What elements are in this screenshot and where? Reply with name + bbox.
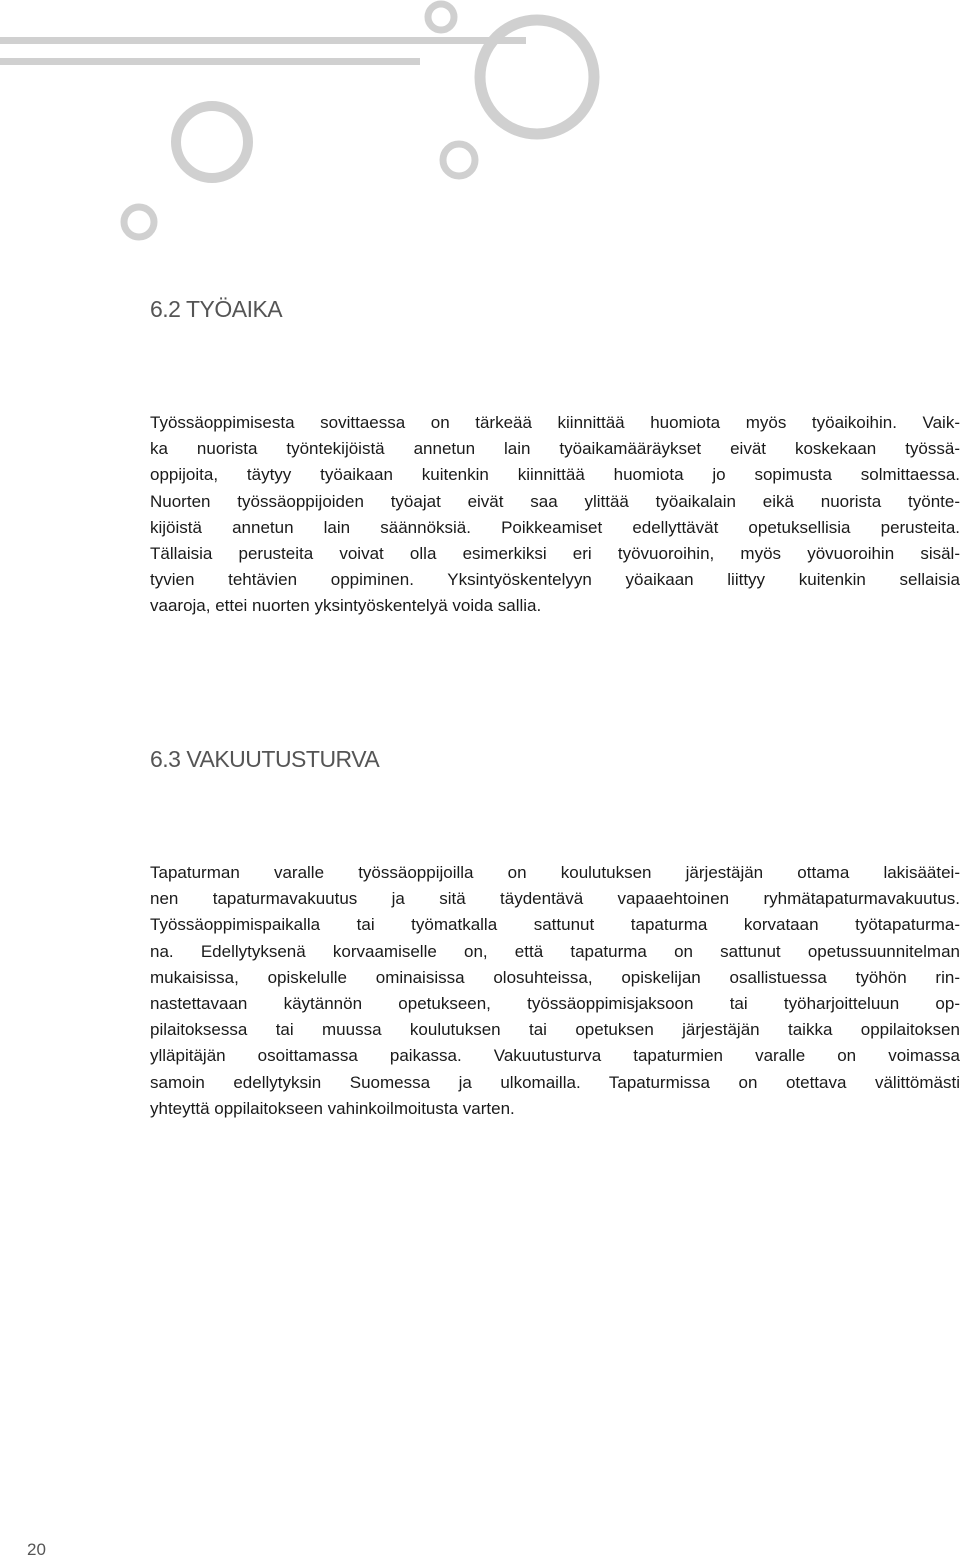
body-line: vaaroja, ettei nuorten yksintyöskentelyä voida sallia. <box>150 596 542 616</box>
decor-ring-large <box>480 20 594 134</box>
body-line: Tapaturman varalle työssäoppijoilla on koulutuksen järjestäjän ottama lakisäätei- <box>150 863 960 882</box>
decor-ring-small <box>124 207 154 237</box>
body-line: yhteyttä oppilaitokseen vahinkoilmoitusta varten. <box>150 1098 515 1118</box>
body-line: mukaisissa, opiskelulle ominaisissa olosuhteissa, opiskelijan osallistuessa työhön rin- <box>150 967 960 987</box>
body-line: na. Edellytyksenä korvaamiselle on, että tapaturma on sattunut opetussuunnitelman <box>150 941 960 961</box>
body-line: nastettavaan käytännön opetukseen, työssäoppimisjaksoon tai työharjoitteluun op- <box>150 994 960 1014</box>
section-title-vakuutusturva: 6.3 VAKUUTUSTURVA <box>150 746 380 772</box>
body-line: ylläpitäjän osoittamassa paikassa. Vakuutusturva tapaturmien varalle on voimassa <box>150 1046 960 1066</box>
body-line: Työssäoppimispaikalla tai työmatkalla sattunut tapaturma korvataan työtapaturma- <box>150 915 960 935</box>
body-line: kijöistä annetun lain säännöksiä. Poikkeamiset edellyttävät opetuksellisia perusteita. <box>150 517 960 537</box>
body-line: nen tapaturmavakuutus ja sitä täydentävä vapaaehtoinen ryhmätapaturmavakuutus. <box>150 889 960 909</box>
body-line: Tällaisia perusteita voivat olla esimerkiksi eri työvuoroihin, myös yövuoroihin sisäl- <box>150 544 960 564</box>
section-body-vakuutusturva <box>150 860 960 1122</box>
decorative-circles <box>0 0 960 260</box>
body-line: tyvien tehtävien oppiminen. Yksintyöskentelyyn yöaikaan liittyy kuitenkin sellaisia <box>150 570 960 590</box>
body-line: oppijoita, täytyy työaikaan kuitenkin kiinnittää huomiota jo sopimusta solmittaessa. <box>150 465 960 485</box>
section-body-tyoaika <box>150 410 960 620</box>
section-title-tyoaika: 6.2 TYÖAIKA <box>150 296 283 322</box>
decor-ring-mid <box>443 144 475 176</box>
body-line: ka nuorista työntekijöistä annetun lain työaikamääräykset eivät koskekaan työssä- <box>150 439 960 459</box>
body-line: samoin edellytyksin Suomessa ja ulkomailla. Tapaturmissa on otettava välittömästi <box>150 1072 960 1092</box>
decor-ring-top <box>428 4 454 30</box>
page-number: 20 <box>27 1540 46 1559</box>
decor-band-2 <box>0 58 420 65</box>
body-line: Työssäoppimisesta sovittaessa on tärkeää kiinnittää huomiota myös työaikoihin. Vaik- <box>150 413 960 432</box>
decor-band-1 <box>0 37 526 44</box>
decor-ring-left <box>176 106 248 178</box>
body-line: Nuorten työssäoppijoiden työajat eivät saa ylittää työaikalain eikä nuorista työnte- <box>150 491 960 511</box>
body-line: pilaitoksessa tai muussa koulutuksen tai opetuksen järjestäjän taikka oppilaitoksen <box>150 1020 960 1040</box>
